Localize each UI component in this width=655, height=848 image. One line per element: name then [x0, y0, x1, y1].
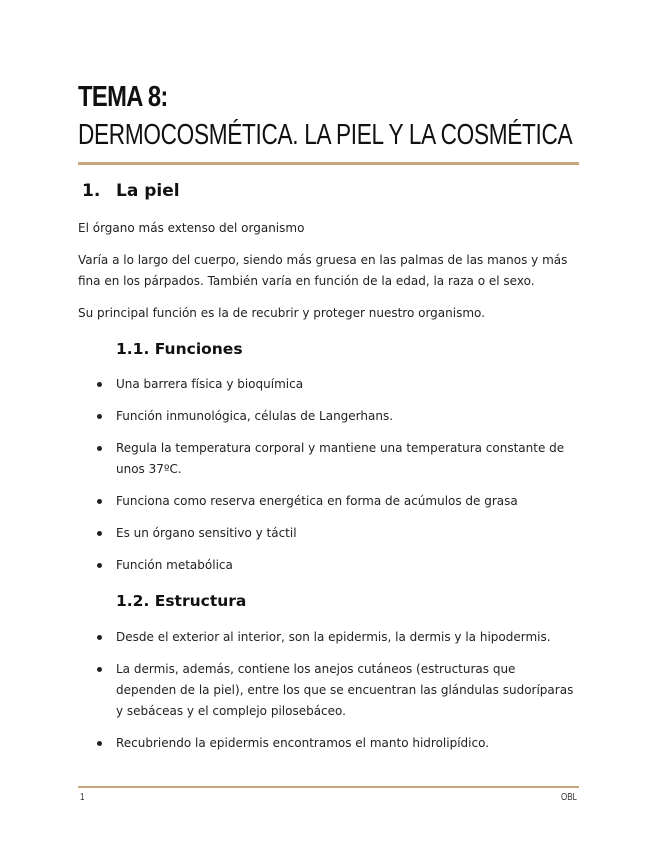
section-number: 1.	[82, 181, 101, 201]
title-divider	[78, 162, 579, 165]
list-item-text: Función metabólica	[116, 558, 233, 572]
subsection-heading-estructura: 1.2. Estructura	[116, 592, 247, 610]
list-item-text: Recubriendo la epidermis encontramos el manto hidrolipídico.	[116, 736, 490, 750]
bullet-icon	[97, 667, 102, 672]
list-item-text: Regula la temperatura corporal y mantiene una temperatura constante de unos 37ºC.	[116, 441, 565, 476]
list-item	[78, 406, 579, 427]
list-item	[78, 733, 579, 754]
estructura-list	[78, 627, 579, 754]
list-item-text: Desde el exterior al interior, son la epidermis, la dermis y la hipodermis.	[116, 630, 551, 644]
footer-divider	[78, 786, 579, 788]
bullet-icon	[97, 741, 102, 746]
bullet-icon	[97, 446, 102, 451]
bullet-icon	[97, 563, 102, 568]
subsection-heading-funciones: 1.1. Funciones	[116, 340, 243, 358]
paragraph: Su principal función es la de recubrir y proteger nuestro organismo.	[78, 306, 485, 320]
bullet-icon	[97, 635, 102, 640]
bullet-icon	[97, 499, 102, 504]
list-item-text: Es un órgano sensitivo y táctil	[116, 526, 297, 540]
document-title	[78, 78, 579, 154]
section-title: La piel	[116, 181, 180, 201]
list-item	[78, 438, 579, 480]
list-item	[78, 491, 579, 512]
paragraph: El órgano más extenso del organismo	[78, 221, 305, 235]
section-heading-la-piel	[82, 180, 180, 202]
paragraph: Varía a lo largo del cuerpo, siendo más gruesa en las palmas de las manos y más fina en los párpados. También varía en función de la edad, la raza o el sexo.	[78, 253, 568, 288]
title-topic-name: DERMOCOSMÉTICA. LA PIEL Y LA COSMÉTICA	[78, 119, 573, 151]
list-item	[78, 523, 579, 544]
author-initials: OBL	[560, 792, 577, 803]
list-item-text: La dermis, además, contiene los anejos cutáneos (estructuras que dependen de la piel), entre los que se encuentran las glándulas sudoríparas y sebáceas y el complejo pilosebáceo.	[116, 662, 574, 718]
list-item-text: Función inmunológica, células de Langerhans.	[116, 409, 394, 423]
list-item	[78, 659, 579, 722]
list-item	[78, 627, 579, 648]
list-item-text: Funciona como reserva energética en forma de acúmulos de grasa	[116, 494, 518, 508]
document-page	[78, 0, 579, 848]
bullet-icon	[97, 382, 102, 387]
bullet-icon	[97, 414, 102, 419]
list-item-text: Una barrera física y bioquímica	[116, 377, 304, 391]
list-item	[78, 555, 579, 576]
page-number: 1	[80, 792, 85, 803]
bullet-icon	[97, 531, 102, 536]
list-item	[78, 374, 579, 395]
title-topic-number: TEMA 8:	[78, 81, 168, 113]
funciones-list	[78, 374, 579, 576]
